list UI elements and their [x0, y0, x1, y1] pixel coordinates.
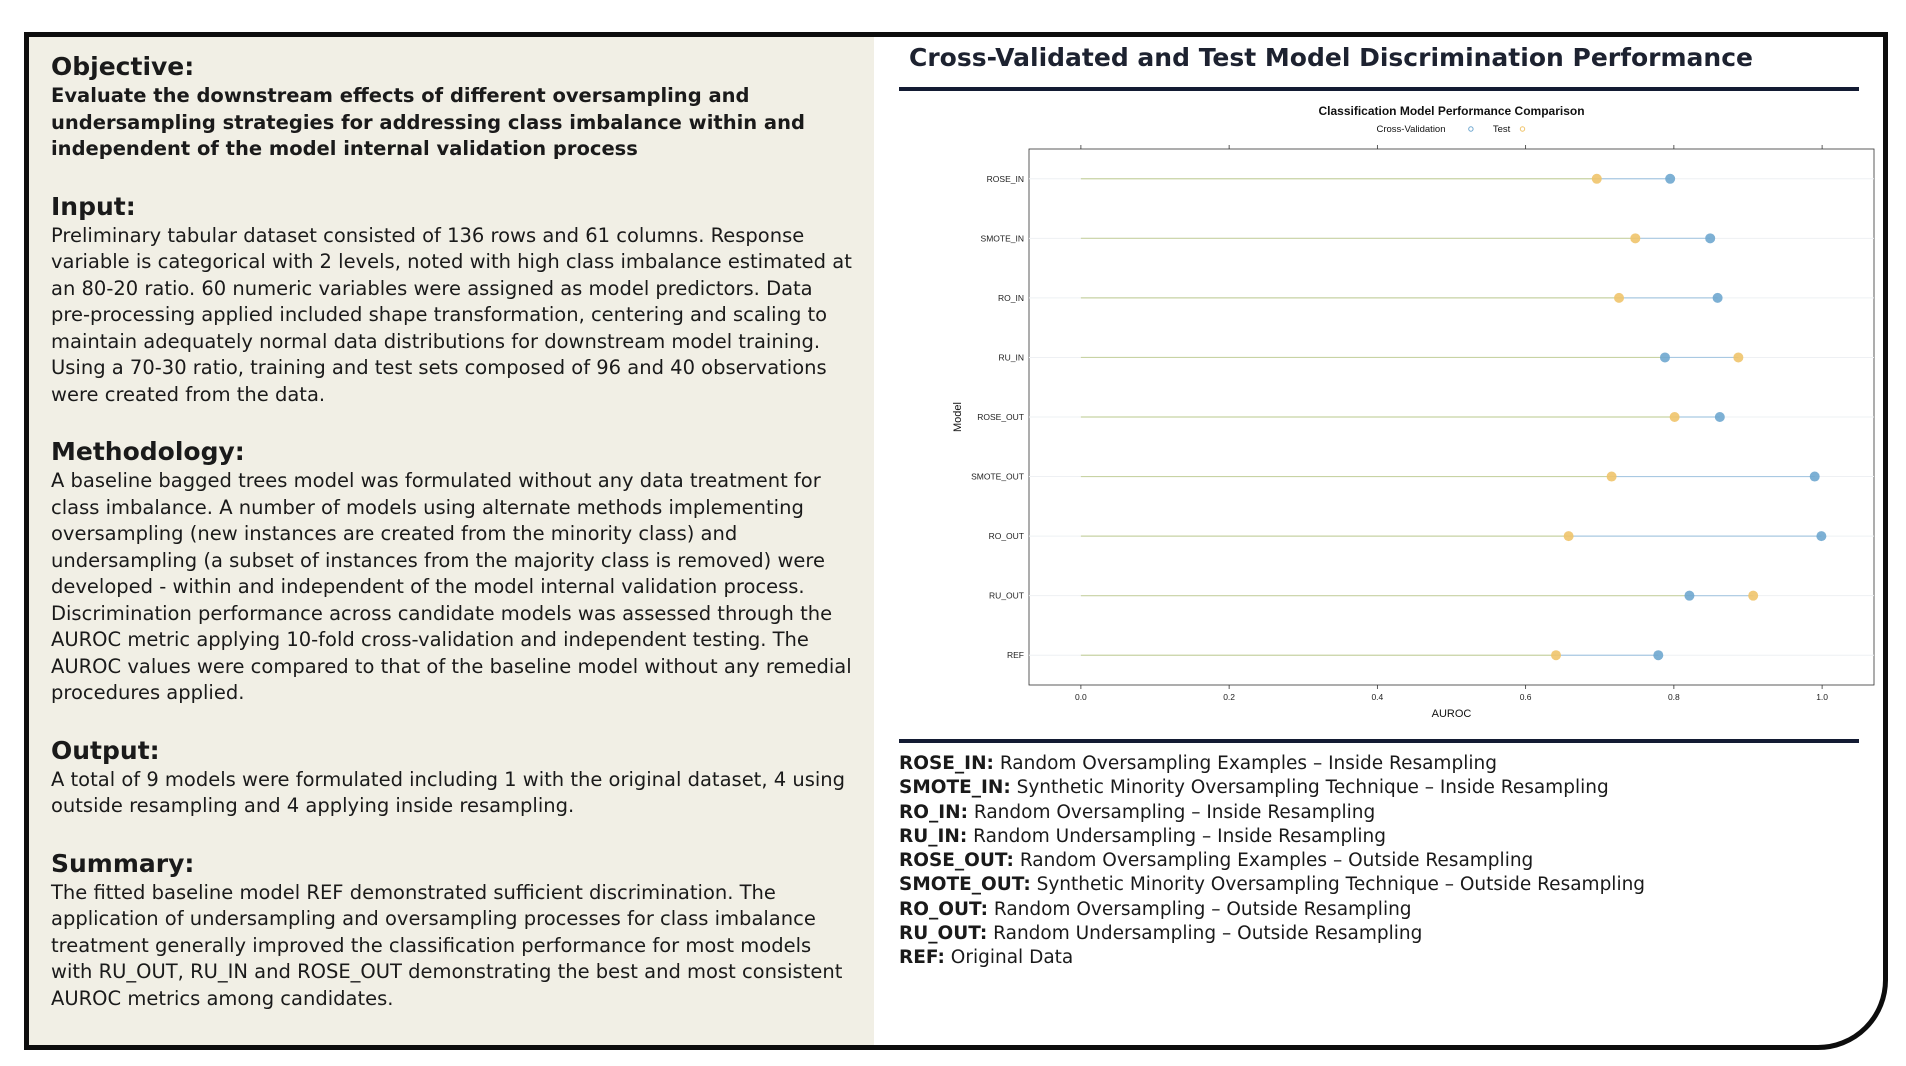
- cv-point: [1715, 412, 1725, 422]
- input-body: Preliminary tabular dataset consisted of 136 rows and 61 columns. Response variable is categorical with 2 levels, noted with high class imbalance estimated at an 80-20 ratio. 60 numeric variables were assigned as model predictors. Data pre-processing applied included shape transformation, centering and scaling to maintain adequately normal data distributions for downstream model training. Using a 70-30 ratio, training and test sets composed of 96 and 40 observations were created from the data.: [51, 223, 852, 406]
- output-body: A total of 9 models were formulated including 1 with the original dataset, 4 using outside resampling and 4 applying inside resampling.: [51, 767, 846, 817]
- x-tick-label: 0.8: [1667, 692, 1680, 702]
- legend-abbr: SMOTE_IN:: [899, 777, 1011, 799]
- y-tick-label: SMOTE_IN: [980, 233, 1024, 244]
- legend-desc: Random Oversampling Examples – Inside Resampling: [993, 753, 1497, 774]
- test-point: [1592, 174, 1602, 184]
- input-section: [51, 191, 852, 409]
- input-heading: Input:: [51, 191, 136, 221]
- legend-desc: Original Data: [944, 947, 1074, 969]
- methodology-body: A baseline bagged trees model was formulated without any data treatment for class imbalance. A number of models using alternate methods implementing oversampling (new instances are created from the minority class) and undersampling (a subset of instances from the majority class is removed) were developed - within and independent of the model internal validation process. Discrimination performance across candidate models was assessed through the AUROC metric applying 10-fold cross-validation and independent testing. The AUROC values were compared to that of the baseline model without any remedial procedures applied.: [51, 469, 852, 704]
- x-tick-label: 0.6: [1519, 692, 1532, 702]
- summary-body: The fitted baseline model REF demonstrated sufficient discrimination. The application of undersampling and oversampling processes for class imbalance treatment generally improved the classification performance for most models with RU_OUT, RU_IN and ROSE_OUT demonstrating the best and most consistent AUROC metrics among candidates.: [51, 880, 843, 1010]
- legend-abbr: RU_OUT:: [899, 923, 988, 945]
- right-panel-title: Cross-Validated and Test Model Discrimination Performance: [909, 43, 1753, 72]
- legend-row: [899, 922, 1859, 946]
- series-legend-label: Test: [1492, 124, 1511, 135]
- output-heading: Output:: [51, 735, 160, 765]
- cv-point: [1810, 472, 1820, 482]
- y-tick-label: SMOTE_OUT: [971, 471, 1024, 482]
- x-tick-label: 0.4: [1371, 692, 1384, 702]
- x-tick-label: 0.2: [1223, 692, 1236, 702]
- test-point: [1551, 650, 1561, 660]
- slide-frame: [24, 32, 1888, 1050]
- legend-abbr: ROSE_OUT:: [899, 850, 1014, 872]
- y-tick-label: REF: [1007, 650, 1024, 661]
- test-point: [1733, 352, 1743, 362]
- y-tick-label: ROSE_OUT: [977, 412, 1024, 422]
- cv-point: [1660, 352, 1670, 362]
- y-tick-label: RO_IN: [998, 292, 1024, 303]
- right-panel: [899, 37, 1859, 1045]
- legend-desc: Random Oversampling – Outside Resampling: [987, 898, 1412, 920]
- legend-abbr: RU_IN:: [899, 825, 968, 847]
- test-point: [1670, 412, 1680, 422]
- y-tick-label: RU_OUT: [989, 590, 1024, 601]
- cv-point: [1816, 531, 1826, 541]
- test-point: [1607, 472, 1617, 482]
- left-panel: [29, 37, 874, 1045]
- cv-point: [1684, 591, 1694, 601]
- summary-heading: Summary:: [51, 848, 195, 878]
- methodology-section: [51, 436, 852, 707]
- auroc-dot-plot: [929, 99, 1829, 720]
- cv-point: [1665, 174, 1675, 184]
- objective-heading: Objective:: [51, 52, 195, 81]
- x-tick-label: 1.0: [1816, 692, 1829, 702]
- title-divider: [899, 87, 1859, 91]
- test-point: [1614, 293, 1624, 303]
- objective-body: Evaluate the downstream effects of different oversampling and undersampling strategies for addressing class imbalance within and independent of the model internal validation process: [51, 84, 805, 160]
- chart-title: Classification Model Performance Comparison: [1318, 104, 1585, 118]
- y-tick-label: RU_IN: [998, 352, 1024, 363]
- x-tick-label: 0.0: [1074, 692, 1087, 702]
- output-section: [51, 735, 852, 820]
- legend-abbr: RO_IN:: [899, 801, 968, 823]
- legend-divider: [899, 739, 1859, 743]
- objective-section: [51, 51, 852, 163]
- test-point: [1630, 233, 1640, 243]
- series-legend-marker: [1469, 127, 1473, 131]
- cv-point: [1713, 293, 1723, 303]
- legend-row: [899, 776, 1859, 800]
- series-legend-marker: [1520, 127, 1524, 131]
- legend-desc: Random Oversampling – Inside Resampling: [968, 801, 1376, 823]
- test-point: [1564, 531, 1574, 541]
- x-axis-label: AUROC: [1431, 708, 1472, 720]
- legend-abbr: REF:: [899, 947, 945, 969]
- legend-row: [899, 946, 1859, 970]
- legend-row: [899, 825, 1859, 849]
- legend-abbr: RO_OUT:: [899, 898, 988, 920]
- legend-desc: Synthetic Minority Oversampling Technique – Inside Resampling: [1010, 777, 1609, 799]
- test-point: [1748, 591, 1758, 601]
- legend-row: [899, 849, 1859, 873]
- chart-area: [929, 99, 1829, 720]
- y-tick-label: RO_OUT: [988, 531, 1024, 542]
- legend-desc: Random Oversampling Examples – Outside Resampling: [1013, 850, 1534, 872]
- legend-row: [899, 873, 1859, 897]
- y-axis-label: Model: [952, 402, 964, 432]
- y-tick-label: ROSE_IN: [986, 173, 1024, 184]
- summary-section: [51, 848, 852, 1013]
- abbreviation-legend: [899, 752, 1859, 971]
- cv-point: [1653, 650, 1663, 660]
- series-legend-label: Cross-Validation: [1376, 124, 1446, 135]
- legend-row: [899, 898, 1859, 922]
- legend-desc: Random Undersampling – Outside Resampling: [987, 923, 1423, 945]
- legend-desc: Random Undersampling – Inside Resampling: [967, 825, 1387, 847]
- legend-abbr: SMOTE_OUT:: [899, 874, 1031, 896]
- legend-desc: Synthetic Minority Oversampling Technique – Outside Resampling: [1030, 874, 1646, 896]
- legend-row: [899, 752, 1859, 776]
- cv-point: [1705, 233, 1715, 243]
- methodology-heading: Methodology:: [51, 437, 245, 466]
- legend-abbr: ROSE_IN:: [899, 753, 994, 774]
- legend-row: [899, 801, 1859, 825]
